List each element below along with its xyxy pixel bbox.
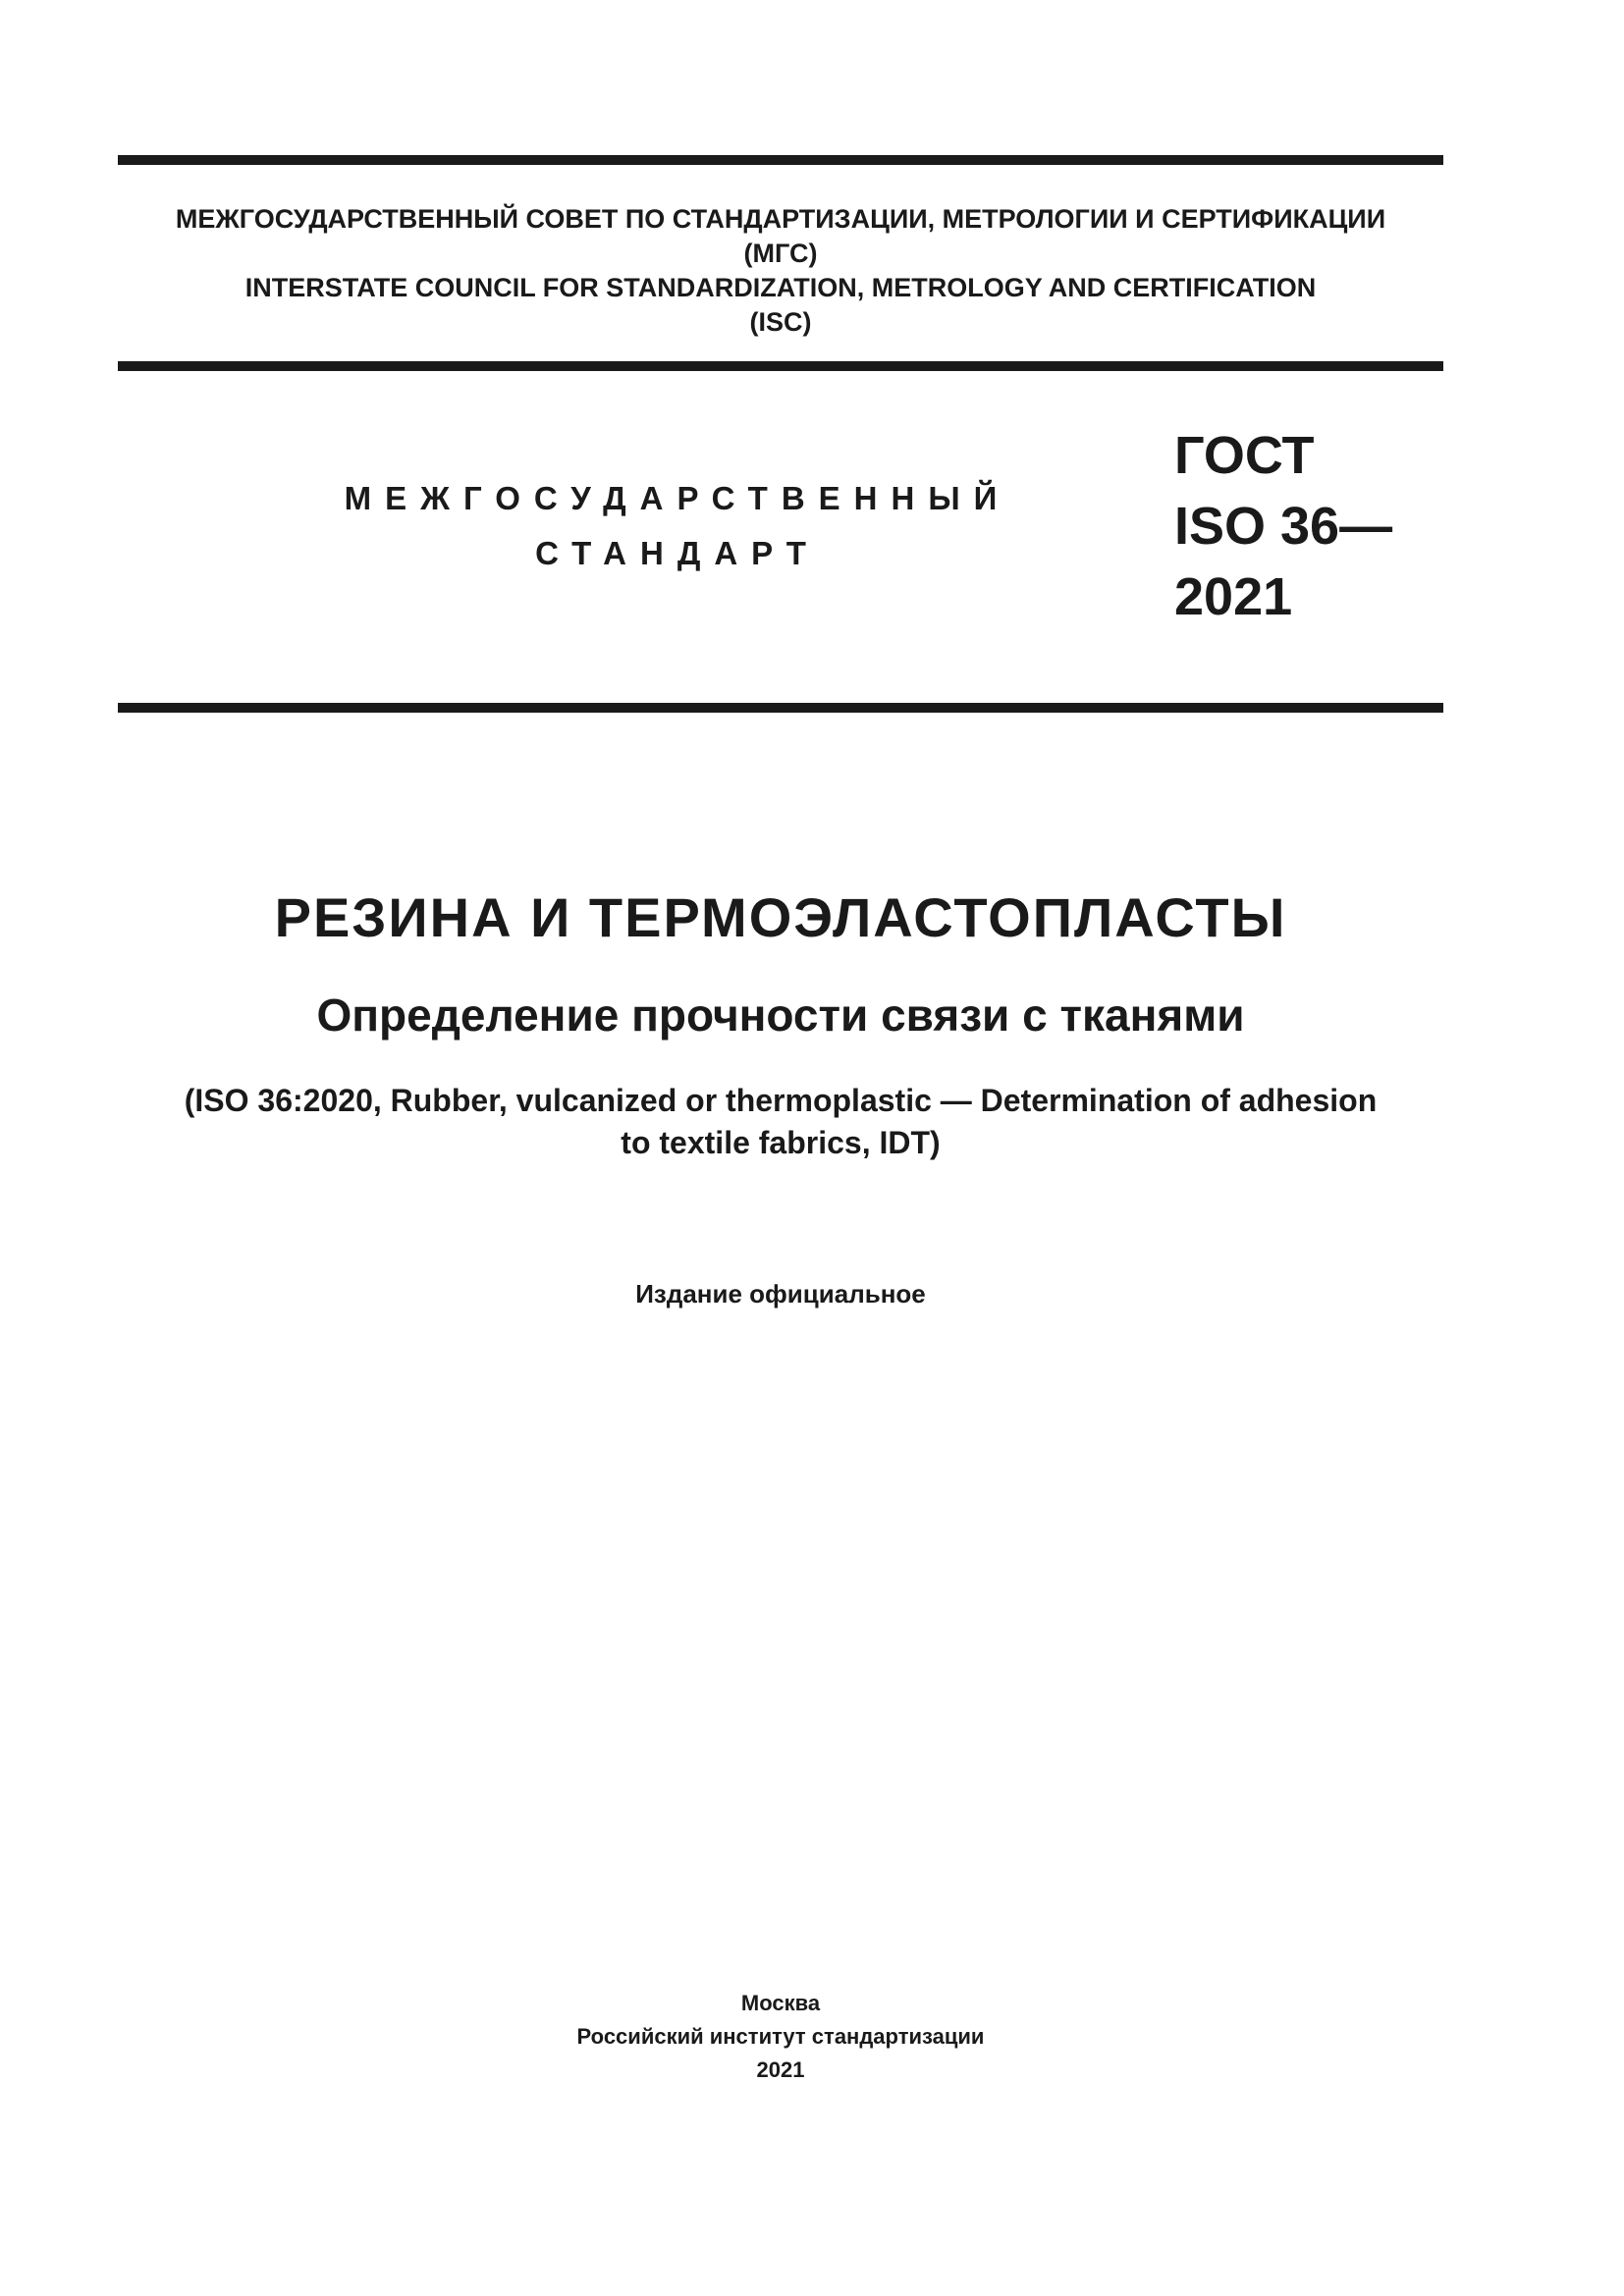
edition-label: Издание официальное bbox=[635, 1279, 926, 1308]
council-abbr-ru: (МГС) bbox=[743, 239, 818, 268]
header-bottom-rule bbox=[118, 703, 1443, 713]
council-header bbox=[118, 202, 1443, 340]
document-title: РЕЗИНА И ТЕРМОЭЛАСТОПЛАСТЫ bbox=[274, 886, 1287, 948]
imprint-city: Москва bbox=[740, 1991, 821, 2015]
standard-type-line2: СТАНДАРТ bbox=[535, 535, 820, 571]
standard-type bbox=[295, 471, 1060, 581]
imprint-publisher: Российский институт стандартизации bbox=[576, 2024, 985, 2049]
imprint bbox=[118, 1987, 1443, 2087]
council-abbr-en: (ISC) bbox=[749, 307, 812, 337]
iso-reference-line1: (ISO 36:2020, Rubber, vulcanized or thermoplastic — Determination of adhesion bbox=[184, 1083, 1378, 1118]
designation-line3: 2021 bbox=[1174, 567, 1293, 626]
document-subtitle: Определение прочности связи с тканями bbox=[316, 989, 1245, 1041]
standard-type-line1: МЕЖГОСУДАРСТВЕННЫЙ bbox=[344, 480, 1011, 516]
iso-reference bbox=[118, 1080, 1443, 1164]
council-name-ru: МЕЖГОСУДАРСТВЕННЫЙ СОВЕТ ПО СТАНДАРТИЗАЦИИ, МЕТРОЛОГИИ И СЕРТИФИКАЦИИ bbox=[175, 204, 1386, 234]
designation-line1: ГОСТ bbox=[1174, 426, 1315, 485]
iso-reference-line2: to textile fabrics, IDT) bbox=[621, 1125, 941, 1160]
imprint-year: 2021 bbox=[756, 2057, 805, 2082]
header-middle-rule bbox=[118, 361, 1443, 371]
standard-designation bbox=[1174, 420, 1392, 632]
header-top-rule bbox=[118, 155, 1443, 165]
designation-line2: ISO 36— bbox=[1174, 497, 1393, 556]
council-name-en: INTERSTATE COUNCIL FOR STANDARDIZATION, METROLOGY AND CERTIFICATION bbox=[244, 273, 1317, 302]
